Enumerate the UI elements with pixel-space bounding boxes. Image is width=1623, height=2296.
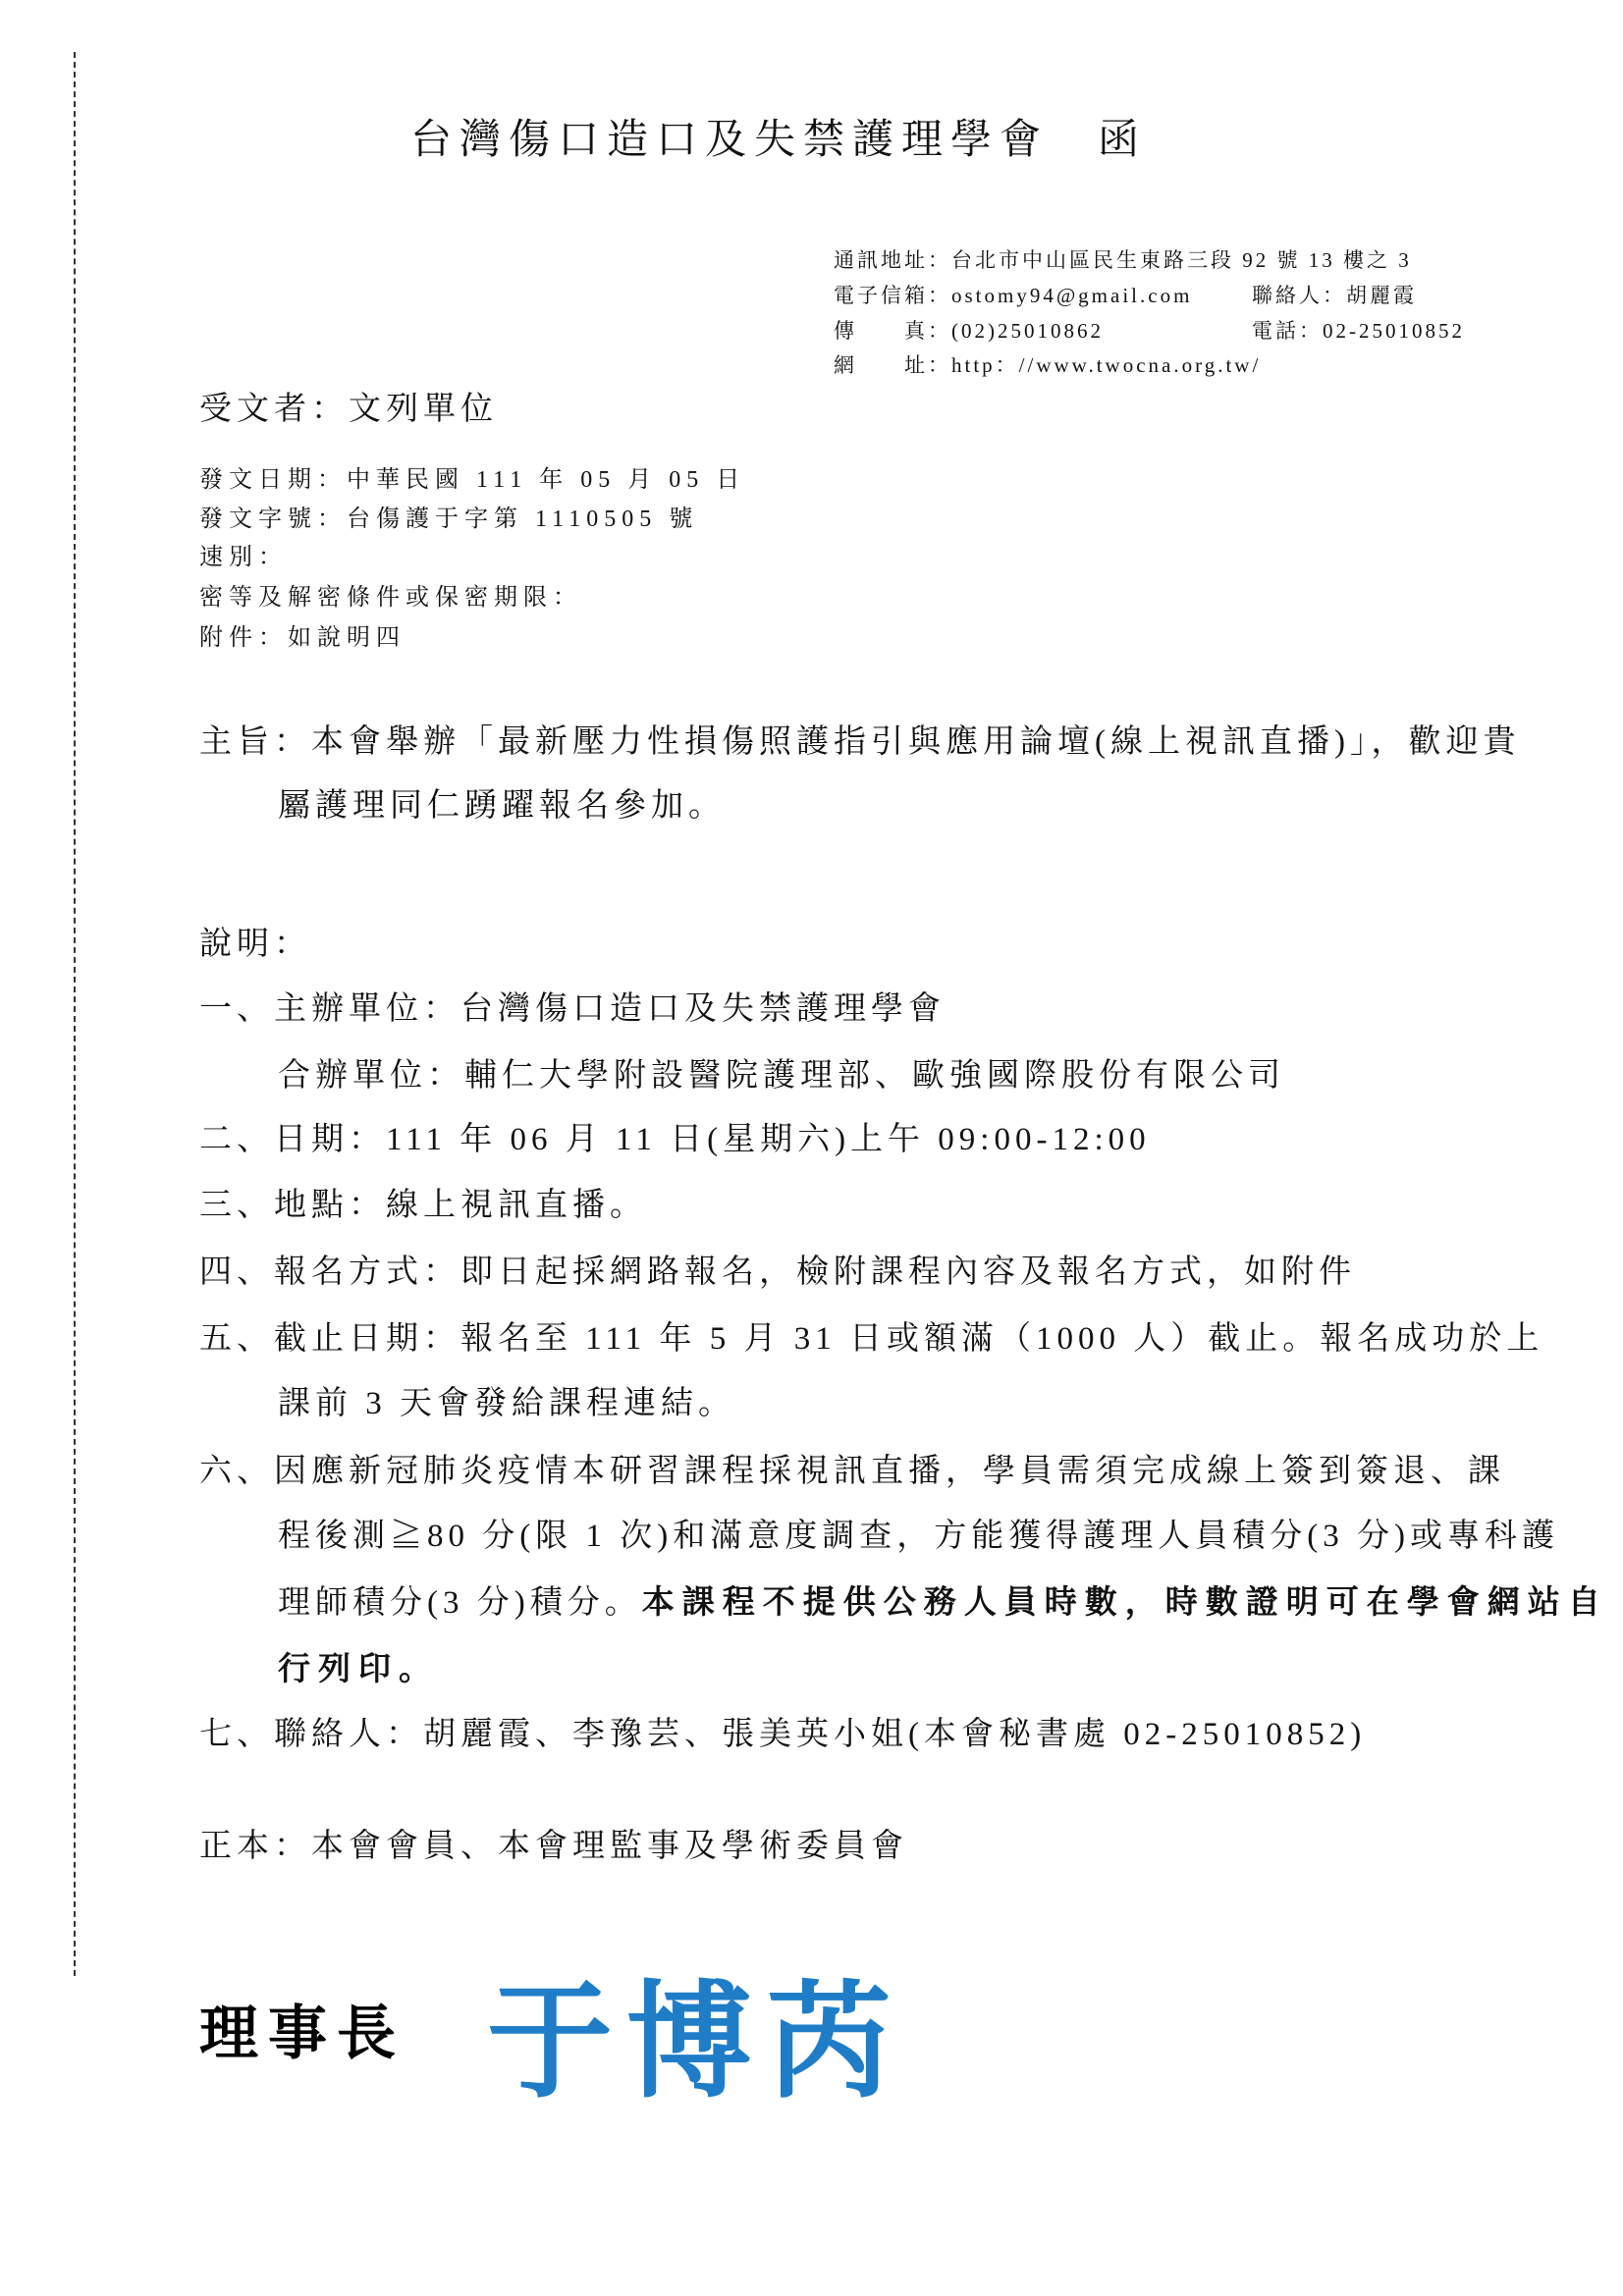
item-six-credits-text: 理師積分(3 分)積分。 <box>278 1585 642 1621</box>
item-six-emphasis-cont: 行列印。 <box>278 1652 439 1687</box>
item-six-emphasis-text: 本課程不提供公務人員時數，時數證明可在學會網站自 <box>641 1585 1608 1621</box>
signatory-title: 理事長 <box>199 2002 406 2066</box>
subject-line-cont: 屬護理同仁踴躍報名參加。 <box>278 788 726 824</box>
recipient-line: 受文者：文列單位 <box>199 392 498 427</box>
subject-line: 主旨：本會舉辦「最新壓力性損傷照護指引與應用論壇(線上視訊直播)」，歡迎貴 <box>199 724 1521 760</box>
contact-address: 通訊地址：台北市中山區民生東路三段 92 號 13 樓之 3 <box>834 248 1412 272</box>
item-seven-contacts: 七、聯絡人：胡麗霞、李豫芸、張美英小姐(本會秘書處 02-25010852) <box>199 1717 1367 1752</box>
explanation-heading: 說明： <box>199 927 311 962</box>
item-four-registration: 四、報名方式：即日起採網路報名，檢附課程內容及報名方式，如附件 <box>199 1255 1356 1290</box>
contact-person: 聯絡人：胡麗霞 <box>1252 284 1417 307</box>
confidentiality-level: 密等及解密條件或保密期限： <box>199 585 582 611</box>
urgency: 速別： <box>199 545 288 570</box>
item-two-date: 二、日期：111 年 06 月 11 日(星期六)上午 09:00-12:00 <box>199 1122 1151 1157</box>
item-five-deadline: 五、截止日期：報名至 111 年 5 月 31 日或額滿（1000 人）截止。報名成功於上 <box>199 1321 1544 1357</box>
document-number: 發文字號：台傷護于字第 1110505 號 <box>199 507 699 532</box>
attachment-note: 附件：如說明四 <box>199 625 406 651</box>
contact-website: 網 址：http：//www.twocna.org.tw/ <box>834 353 1262 377</box>
issue-date: 發文日期：中華民國 111 年 05 月 05 日 <box>199 467 746 493</box>
binding-margin-line <box>74 52 76 1976</box>
item-six-credits: 六、因應新冠肺炎疫情本研習課程採視訊直播，學員需須完成線上簽到簽退、課 <box>199 1454 1505 1489</box>
item-one-co-organizer: 合辦單位：輔仁大學附設醫院護理部、歐強國際股份有限公司 <box>278 1058 1285 1094</box>
item-three-venue: 三、地點：線上視訊直播。 <box>199 1188 647 1223</box>
letter-title: 台灣傷口造口及失禁護理學會 函 <box>410 118 1148 163</box>
contact-phone: 電話：02-25010852 <box>1252 319 1465 343</box>
item-five-deadline-cont: 課前 3 天會發給課程連結。 <box>278 1386 735 1421</box>
item-one-organizer: 一、主辦單位：台灣傷口造口及失禁護理學會 <box>199 991 946 1027</box>
item-six-credits-line-3 <box>278 1587 1608 1620</box>
distribution-line: 正本：本會會員、本會理監事及學術委員會 <box>199 1829 908 1864</box>
signature: 于博芮 <box>487 1973 906 2112</box>
item-six-credits-cont: 程後測≧80 分(限 1 次)和滿意度調查，方能獲得護理人員積分(3 分)或專科護 <box>278 1519 1559 1554</box>
contact-fax: 傳 真：(02)25010862 <box>834 319 1104 343</box>
contact-email: 電子信箱：ostomy94@gmail.com <box>834 284 1193 307</box>
